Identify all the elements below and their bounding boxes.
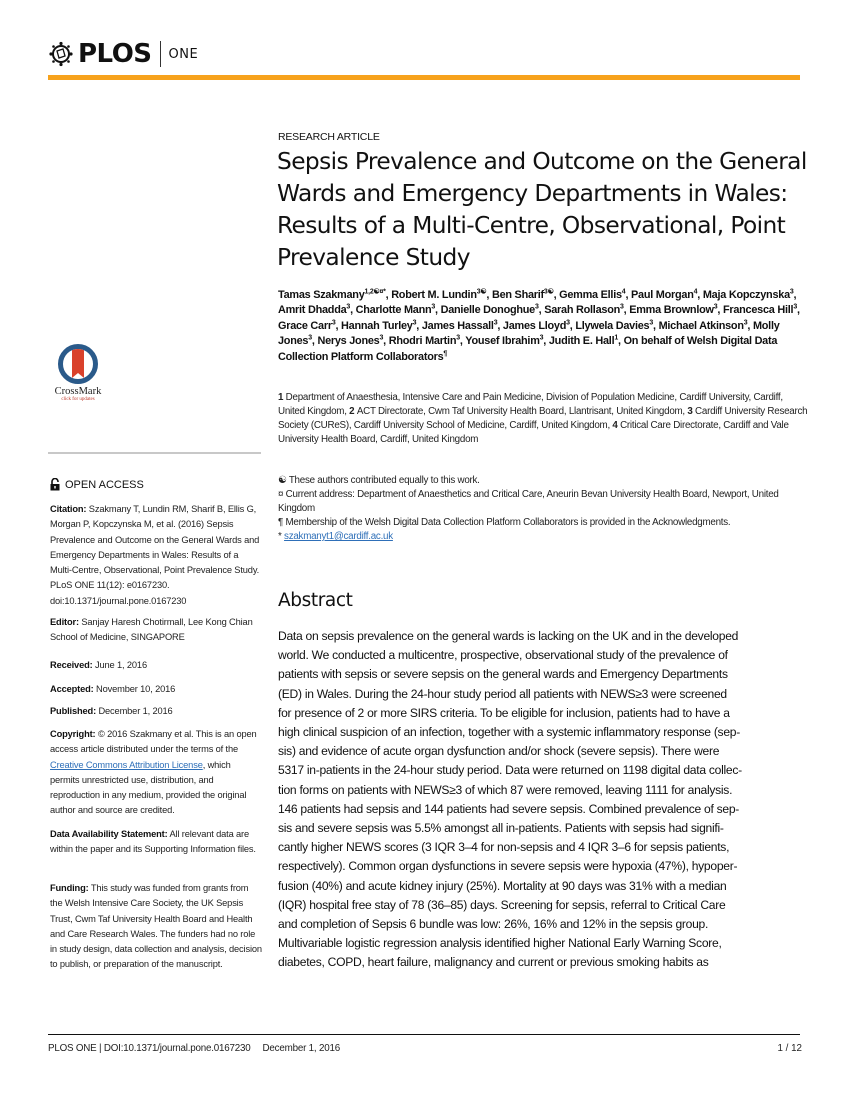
author-name: Molly Jones$^3$ bbox=[278, 319, 780, 348]
published-label: Published: bbox=[50, 706, 97, 716]
abstract-line: world. We conducted a multicentre, prospective, observational study of the prevalence of bbox=[278, 648, 728, 663]
author-name: Amrit Dhadda$^3$ bbox=[278, 303, 351, 317]
data-availability-label: Data Availability Statement: bbox=[50, 829, 168, 839]
plos-logo-icon bbox=[48, 41, 74, 67]
affiliation-text: ACT Directorate, Cwm Taf University Health Board, Llantrisant, United Kingdom, bbox=[356, 406, 688, 417]
email-marker: * bbox=[278, 531, 285, 542]
footer-journal-doi: PLOS ONE | DOI:10.1371/journal.pone.0167230 bbox=[48, 1043, 251, 1054]
received-date: June 1, 2016 bbox=[95, 660, 147, 670]
crossmark-sublabel: click for updates bbox=[61, 397, 95, 402]
published-date: December 1, 2016 bbox=[98, 706, 173, 716]
corresponding-email-line bbox=[278, 530, 808, 544]
author-affiliation-marker: 3 bbox=[566, 319, 570, 327]
abstract-line: tion forms on patients with NEWS≥3 of which 87 were removed, leaving 1111 for analysis. bbox=[278, 782, 733, 797]
license-link[interactable]: Creative Commons Attribution License bbox=[50, 759, 203, 770]
footer-rule bbox=[48, 1034, 800, 1035]
author-affiliation-marker: ¶ bbox=[443, 350, 448, 357]
author-affiliation-marker: 3 bbox=[713, 303, 718, 311]
author-affiliation-marker: 3 bbox=[308, 334, 312, 342]
abstract-line: for presence of 2 or more SIRS criteria. To be eligible for inclusion, patients had to have a bbox=[278, 705, 730, 720]
author-name: Francesca Hill$^3$ bbox=[722, 303, 797, 317]
author-name: Ben Sharif$^{3☯}$ bbox=[491, 288, 554, 301]
abstract-line: 5317 in-patients in the 24-hour study period. Data were returned on 1198 digital data collec- bbox=[278, 763, 742, 778]
author-notes bbox=[278, 474, 808, 544]
author-name: Yousef Ibrahim$^3$ bbox=[465, 334, 544, 348]
editor-block bbox=[50, 615, 262, 646]
corresponding-email-link[interactable]: szakmanyt1@cardiff.ac.uk bbox=[284, 531, 393, 542]
data-availability-block bbox=[50, 827, 262, 858]
open-access-label: OPEN ACCESS bbox=[65, 478, 144, 491]
header-accent-bar bbox=[48, 75, 800, 80]
received-label: Received: bbox=[50, 660, 93, 670]
affiliation-text: Department of Anaesthesia, Intensive Care and Pain Medicine, Division of Population Medicine, Cardiff University, Cardiff, United Kingdom, bbox=[278, 392, 783, 417]
published-block bbox=[50, 704, 262, 719]
abstract-body bbox=[278, 627, 802, 973]
footer-date: December 1, 2016 bbox=[262, 1043, 340, 1054]
accepted-block bbox=[50, 682, 262, 697]
citation-block bbox=[50, 502, 262, 609]
affiliation-number: 2 bbox=[349, 406, 357, 417]
author-affiliation-marker: 3 bbox=[346, 303, 351, 311]
author-affiliation-marker: 3 bbox=[620, 303, 624, 311]
author-affiliation-marker: 4 bbox=[621, 288, 626, 296]
funding-text: This study was funded from grants from the Welsh Intensive Care Society, the UK Sepsis Trust, Cwm Taf University Health Board and Health and Care Research Wales. The funders had no role in study design, data collection and analysis, decision to publish, or preparation of the manuscript. bbox=[50, 883, 262, 970]
author-name: Charlotte Mann$^3$ bbox=[355, 303, 436, 317]
affiliations bbox=[278, 391, 808, 447]
author-affiliation-marker: 4 bbox=[693, 288, 698, 296]
abstract-line: cantly higher NEWS scores (3 IQR 3–4 for non-sepsis and 4 IQR 3–6 for sepsis patients, bbox=[278, 840, 730, 855]
abstract-line: diabetes, COPD, heart failure, malignancy and current or previous smoking habits as bbox=[278, 955, 709, 970]
abstract-line: Multivariable logistic regression analysis identified higher National Early Warning Score, bbox=[278, 936, 722, 951]
data-availability-text: All relevant data are within the paper and its Supporting Information files. bbox=[50, 829, 256, 855]
received-block bbox=[50, 658, 262, 673]
author-affiliation-marker: 3 bbox=[539, 334, 544, 342]
abstract-line: (ED) in Wales. During the 24-hour study period all patients with NEWS≥3 were screened bbox=[278, 686, 727, 701]
author-name: Sarah Rollason$^3$ bbox=[544, 303, 624, 317]
affiliation-number: 1 bbox=[278, 392, 286, 403]
author-affiliation-marker: 3 bbox=[412, 319, 417, 327]
author-name: Grace Carr$^3$ bbox=[278, 319, 336, 332]
abstract-line: Data on sepsis prevalence on the general wards is lacking on the UK and in the developed bbox=[278, 629, 739, 643]
author-name: Judith E. Hall$^1$ bbox=[548, 334, 618, 348]
author-affiliation-marker: 1,2☯¤* bbox=[364, 288, 386, 296]
author-affiliation-marker: 1 bbox=[614, 334, 618, 342]
current-address-note: ¤ Current address: Department of Anaesthetics and Critical Care, Aneurin Bevan University Health Board, Newport, United Kingdom bbox=[278, 489, 779, 514]
copyright-text: © 2016 Szakmany et al. This is an open access article distributed under the terms of the bbox=[50, 729, 257, 755]
citation-label: Citation: bbox=[50, 504, 87, 514]
footer-citation bbox=[48, 1043, 340, 1054]
sidebar-divider bbox=[48, 452, 261, 454]
author-name: James Lloyd$^3$ bbox=[502, 319, 570, 332]
abstract-line: sis) and evidence of acute organ dysfunction and/or shock (severe sepsis). There were bbox=[278, 744, 720, 759]
crossmark-icon bbox=[58, 344, 98, 384]
editor-label: Editor: bbox=[50, 617, 79, 627]
author-name: On behalf of Welsh Digital Data Collection Platform Collaborators¶ bbox=[278, 335, 778, 363]
author-name: Danielle Donoghue$^3$ bbox=[440, 303, 539, 317]
author-affiliation-marker: 3 bbox=[431, 303, 436, 311]
abstract-line: patients with sepsis or severe sepsis on the general wards and Emergency Departments bbox=[278, 667, 728, 682]
crossmark-label: CrossMark bbox=[54, 386, 102, 397]
equal-contribution-note: ☯ These authors contributed equally to this work. bbox=[278, 475, 480, 486]
author-name: Tamas Szakmany$^{1,2☯¤*}$ bbox=[278, 288, 386, 301]
author-name: Maja Kopczynska$^3$ bbox=[702, 288, 794, 301]
author-name: Robert M. Lundin$^{3☯}$ bbox=[391, 288, 487, 301]
crossmark-badge[interactable] bbox=[48, 344, 108, 402]
abstract-line: respectively). Common organ dysfunctions in severe sepsis were hypoxia (47%), hypoper- bbox=[278, 859, 738, 874]
author-name: Michael Atkinson$^3$ bbox=[658, 319, 748, 332]
article-type: RESEARCH ARTICLE bbox=[278, 131, 380, 143]
page-number: 1 / 12 bbox=[777, 1043, 802, 1054]
open-access-badge bbox=[50, 478, 144, 491]
copyright-block bbox=[50, 727, 262, 819]
journal-header bbox=[48, 36, 198, 72]
accepted-date: November 10, 2016 bbox=[96, 684, 176, 694]
author-name: James Hassall$^3$ bbox=[421, 319, 498, 332]
funding-label: Funding: bbox=[50, 883, 89, 893]
author-affiliation-marker: 3 bbox=[331, 319, 336, 327]
funding-block bbox=[50, 881, 262, 973]
author-affiliation-marker: 3 bbox=[649, 319, 654, 327]
citation-text: Szakmany T, Lundin RM, Sharif B, Ellis G, Morgan P, Kopczynska M, et al. (2016) Sepsis Prevalence and Outcome on the General Wards and Emergency Departments in Wales: Results of a Multi-Centre, Observational, Point Prevalence Study. PLoS ONE 11(12): e0167230. doi:10.1371/journal.pone.0167230 bbox=[50, 504, 260, 606]
author-list: Tamas Szakmany$^{1,2☯¤*}$, Robert M. Lundin$^{3☯}$, Ben Sharif$^{3☯}$, Gemma Ellis$^4$, Paul Morgan$^4$, Maja Kopczynska$^3$, Amrit Dhadda$^3$, Charlotte Mann$^3$, Danielle Donoghue$^3$, Sarah Rollason$^3$, Emma Brownlow$^3$, Francesca Hill$^3$, Grace Carr$^3$, Hannah Turley$^3$, James Hassall$^3$, James Lloyd$^3$, Llywela Davies$^3$, Michael Atkinson$^3$, Molly Jones$^3$, Nerys Jones$^3$, Rhodri Martin$^3$, Yousef Ibrahim$^3$, Judith E. Hall$^1$, On behalf of Welsh Digital Data Collection Platform Collaborators¶ bbox=[278, 288, 800, 363]
accepted-label: Accepted: bbox=[50, 684, 94, 694]
membership-note: ¶ Membership of the Welsh Digital Data Collection Platform Collaborators is provided in the Acknowledgments. bbox=[278, 517, 731, 528]
affiliation-text: Critical Care Directorate, Cardiff and Vale University Health Board, Cardiff, United Kingdom bbox=[278, 420, 789, 445]
logo-divider bbox=[160, 41, 161, 67]
author-name: Paul Morgan$^4$ bbox=[631, 288, 698, 301]
article-title: Sepsis Prevalence and Outcome on the General Wards and Emergency Departments in Wales: Results of a Multi-Centre, Observational, Point Prevalence Study bbox=[277, 148, 807, 271]
author-name: Emma Brownlow$^3$ bbox=[629, 303, 718, 317]
author-affiliation-marker: 3 bbox=[743, 319, 748, 327]
abstract-line: (IQR) hospital free stay of 78 (36–85) days. Screening for sepsis, referral to Critical Care bbox=[278, 897, 726, 912]
affiliation-number: 4 bbox=[612, 420, 621, 431]
author-affiliation-marker: 3☯ bbox=[476, 288, 487, 296]
author-name: Nerys Jones$^3$ bbox=[317, 334, 384, 348]
author-affiliation-marker: 3 bbox=[789, 288, 794, 296]
author-affiliation-marker: 3 bbox=[379, 334, 384, 342]
abstract-line: and completion of Sepsis 6 bundle was low: 26%, 16% and 12% in the sepsis group. bbox=[278, 917, 709, 932]
affiliation-number: 3 bbox=[687, 406, 696, 417]
copyright-label: Copyright: bbox=[50, 729, 96, 739]
author-name: Rhodri Martin$^3$ bbox=[388, 334, 460, 348]
journal-name: ONE bbox=[168, 46, 199, 62]
abstract-line: high clinical suspicion of an infection, together with a systemic inflammatory response (sep- bbox=[278, 725, 740, 740]
abstract-line: fusion (40%) and acute kidney injury (25%). Mortality at 90 days was 31% with a median bbox=[278, 878, 727, 893]
abstract-line: 146 patients had sepsis and 144 patients had severe sepsis. Combined prevalence of sep- bbox=[278, 801, 740, 816]
brand-name: PLOS bbox=[78, 39, 152, 69]
author-name: Gemma Ellis$^4$ bbox=[559, 288, 626, 301]
abstract-line: sis and severe sepsis was 5.5% amongst all in-patients. Patients with sepsis had signifi- bbox=[278, 821, 724, 836]
author-affiliation-marker: 3 bbox=[535, 303, 539, 311]
copyright-text-cont: , which permits unrestricted use, distribution, and reproduction in any medium, provided the original author and source are credited. bbox=[50, 759, 247, 816]
author-affiliation-marker: 3 bbox=[793, 303, 797, 311]
abstract-heading: Abstract bbox=[278, 590, 353, 611]
affiliation-text: Cardiff University Research Society (CUReS), Cardiff University School of Medicine, Cardiff, United Kingdom, bbox=[278, 406, 808, 431]
author-affiliation-marker: 3 bbox=[493, 319, 498, 327]
author-name: Llywela Davies$^3$ bbox=[575, 319, 654, 332]
open-lock-icon bbox=[50, 478, 60, 491]
author-affiliation-marker: 3☯ bbox=[543, 288, 554, 296]
author-name: Hannah Turley$^3$ bbox=[341, 319, 417, 332]
editor-text: Sanjay Haresh Chotirmall, Lee Kong Chian School of Medicine, SINGAPORE bbox=[50, 617, 253, 643]
author-affiliation-marker: 3 bbox=[456, 334, 460, 342]
